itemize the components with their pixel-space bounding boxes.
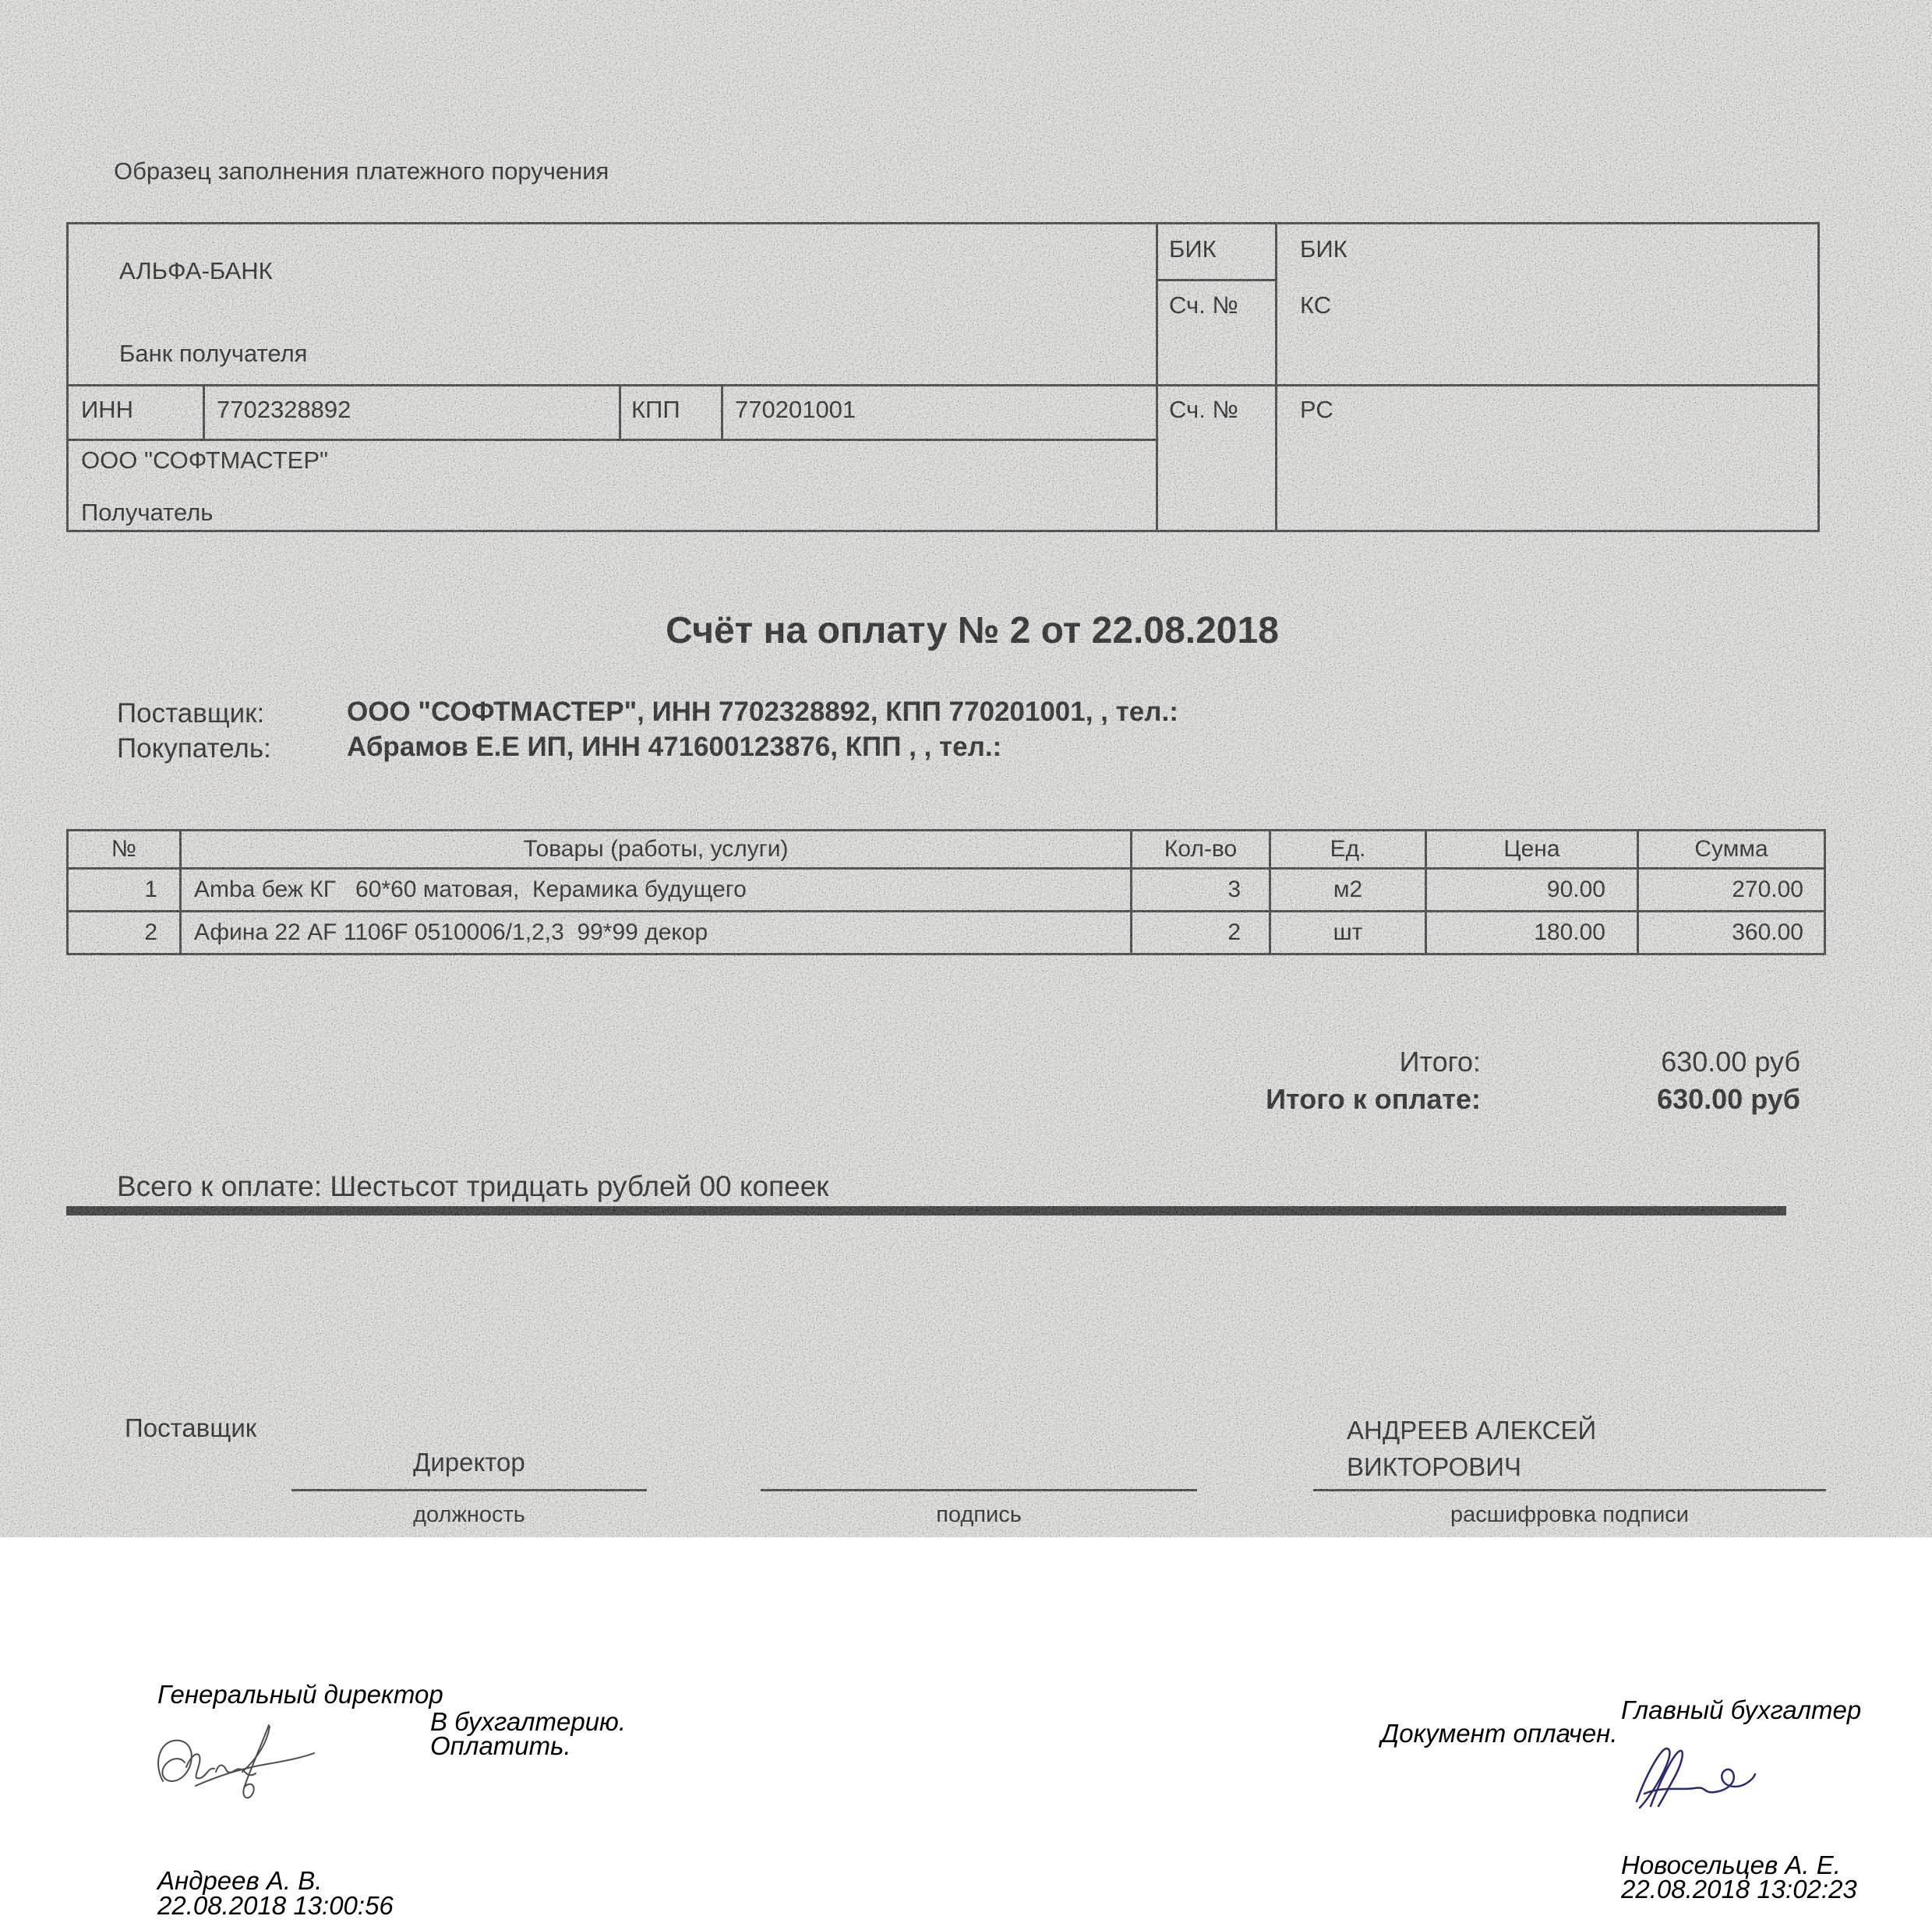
- director-title: Генеральный директор: [157, 1680, 443, 1709]
- divider: [1156, 279, 1275, 281]
- signing-position-value: Директор: [413, 1448, 525, 1477]
- recipient-caption: Получатель: [81, 499, 214, 526]
- inn-value: 7702328892: [217, 396, 351, 423]
- col-header-name: Товары (работы, услуги): [181, 831, 1132, 869]
- item-sum: 360.00: [1638, 912, 1825, 954]
- col-header-sum: Сумма: [1638, 831, 1825, 869]
- item-qty: 3: [1132, 869, 1270, 912]
- position-caption: должность: [413, 1502, 525, 1527]
- col-header-price: Цена: [1426, 831, 1638, 869]
- kpp-value: 770201001: [735, 396, 857, 423]
- divider: [69, 384, 1817, 386]
- items-header-row: [68, 831, 1825, 869]
- accountant-title: Главный бухгалтер: [1621, 1695, 1862, 1724]
- item-price: 90.00: [1426, 869, 1638, 912]
- name-caption: расшифровка подписи: [1450, 1502, 1689, 1527]
- settle-account-label: Сч. №: [1169, 396, 1238, 423]
- corr-account-label: Сч. №: [1169, 291, 1238, 319]
- col-header-unit: Ед.: [1270, 831, 1426, 869]
- invoice-title: Счёт на оплату № 2 от 22.08.2018: [666, 610, 1279, 651]
- item-name: Афина 22 AF 1106F 0510006/1,2,3 99*99 декор: [181, 912, 1132, 954]
- bank-requisites-table: [66, 222, 1820, 532]
- divider: [203, 384, 205, 439]
- item-row: [68, 869, 1825, 912]
- accountant-note: Документ оплачен.: [1381, 1719, 1618, 1748]
- accountant-datetime: 22.08.2018 13:02:23: [1621, 1875, 1857, 1904]
- divider: [1275, 224, 1277, 530]
- divider: [69, 439, 1156, 441]
- recipient-name: ООО "СОФТМАСТЕР": [81, 446, 329, 474]
- settle-account-value: РС: [1300, 396, 1333, 423]
- director-note-line2: Оплатить.: [430, 1731, 571, 1760]
- subtotal-value: 630.00 руб: [1661, 1046, 1800, 1078]
- col-header-num: №: [68, 831, 181, 869]
- accountant-signature: [1623, 1739, 1758, 1809]
- director-datetime: 22.08.2018 13:00:56: [157, 1891, 394, 1920]
- signing-name-value: АНДРЕЕВ АЛЕКСЕЙ ВИКТОРОВИЧ: [1347, 1416, 1597, 1481]
- buyer-label: Покупатель:: [117, 733, 271, 764]
- amount-in-words: Всего к оплате: Шестьсот тридцать рублей 00 копеек: [117, 1170, 829, 1202]
- bank-name-caption: Банк получателя: [119, 340, 308, 367]
- item-qty: 2: [1132, 912, 1270, 954]
- signature-caption: подпись: [936, 1502, 1022, 1527]
- total-due-value: 630.00 руб: [1657, 1083, 1800, 1115]
- bank-name: АЛЬФА-БАНК: [119, 257, 273, 284]
- col-header-qty: Кол-во: [1132, 831, 1270, 869]
- accountant-name: Новосельцев А. Е.: [1621, 1851, 1841, 1879]
- kpp-label: КПП: [631, 396, 680, 423]
- signature-line: [761, 1489, 1197, 1491]
- director-note-line1: В бухгалтерию.: [430, 1707, 627, 1736]
- item-unit: шт: [1270, 912, 1426, 954]
- item-num: 2: [68, 912, 181, 954]
- divider: [619, 384, 621, 439]
- signing-supplier-label: Поставщик: [125, 1413, 257, 1442]
- inn-label: ИНН: [81, 396, 134, 423]
- item-name: Amba беж КГ 60*60 матовая, Керамика будущего: [181, 869, 1132, 912]
- total-due-label: Итого к оплате:: [1266, 1083, 1481, 1115]
- item-sum: 270.00: [1638, 869, 1825, 912]
- director-name: Андреев А. В.: [157, 1866, 323, 1895]
- buyer-value: Абрамов Е.Е ИП, ИНН 471600123876, КПП , , тел.:: [347, 732, 1002, 762]
- total-separator-bar: [66, 1206, 1786, 1216]
- item-unit: м2: [1270, 869, 1426, 912]
- divider: [721, 384, 723, 439]
- position-line: [291, 1489, 647, 1491]
- item-row: [68, 912, 1825, 954]
- items-table: [66, 829, 1826, 955]
- director-signature: [150, 1719, 317, 1809]
- item-price: 180.00: [1426, 912, 1638, 954]
- bik-label: БИК: [1169, 235, 1217, 263]
- corr-account-value: КС: [1300, 291, 1332, 319]
- name-line: [1313, 1489, 1826, 1491]
- supplier-value: ООО "СОФТМАСТЕР", ИНН 7702328892, КПП 770201001, , тел.:: [347, 697, 1178, 727]
- payment-order-sample-note: Образец заполнения платежного поручения: [114, 157, 609, 185]
- item-num: 1: [68, 869, 181, 912]
- bik-value: БИК: [1300, 235, 1347, 263]
- supplier-label: Поставщик:: [117, 698, 265, 729]
- subtotal-label: Итого:: [1399, 1046, 1481, 1078]
- divider: [1156, 224, 1158, 530]
